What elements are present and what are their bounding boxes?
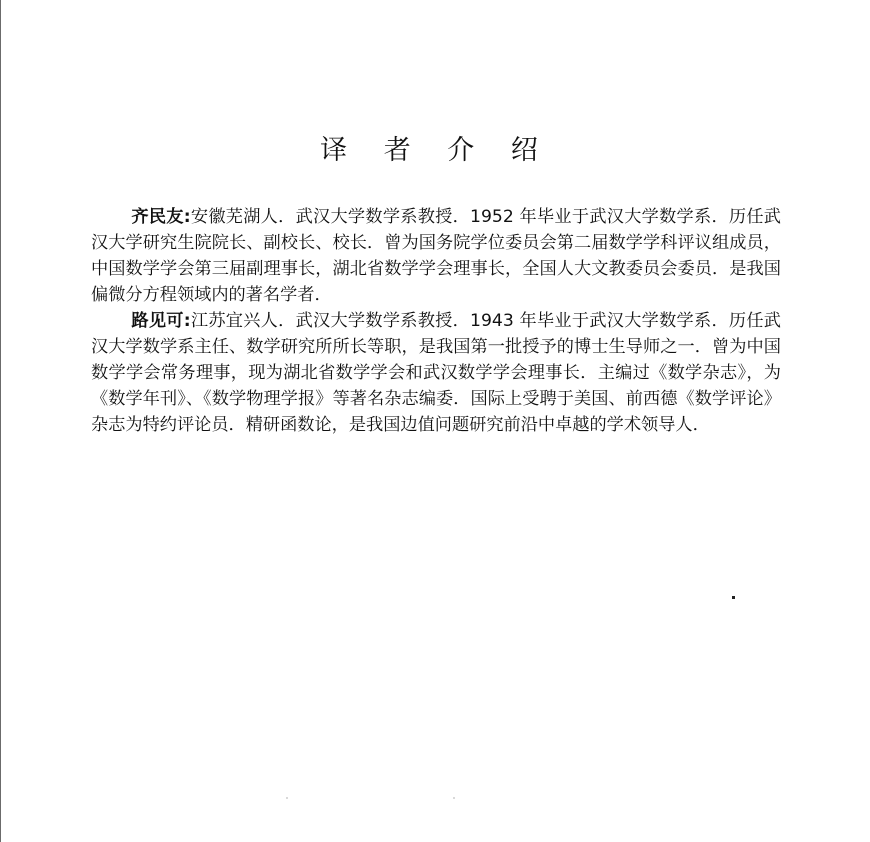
translator-bios (91, 204, 781, 438)
translator-bio: 安徽芜湖人．武汉大学数学系教授．1952 年毕业于武汉大学数学系．历任武汉大学研究生院院长、副校长、校长．曾为国务院学位委员会第二届数学学科评议组成员，中国数学学会第三届副理事长，湖北省数学学会理事长，全国人大文教委员会委员．是我国偏微分方程领域内的著名学者． (91, 207, 781, 305)
translator-paragraph-2 (91, 308, 781, 438)
translator-name: 路见可: (131, 311, 191, 331)
page-title: 译 者 介 绍 (320, 135, 552, 166)
translator-name: 齐民友: (131, 207, 191, 227)
translator-bio: 江苏宜兴人．武汉大学数学系教授．1943 年毕业于武汉大学数学系．历任武汉大学数学系主任、数学研究所所长等职，是我国第一批授予的博士生导师之一．曾为中国数学学会常务理事，现为湖北省数学学会和武汉数学学会理事长．主编过《数学杂志》，为《数学年刊》、《数学物理学报》等著名杂志编委．国际上受聘于美国、前西德《数学评论》杂志为特约评论员．精研函数论，是我国边值问题研究前沿中卓越的学术领导人． (91, 311, 781, 435)
scan-speck (732, 596, 735, 599)
translator-paragraph-1 (91, 204, 781, 308)
scan-speck (453, 797, 455, 799)
scan-speck (286, 797, 288, 799)
